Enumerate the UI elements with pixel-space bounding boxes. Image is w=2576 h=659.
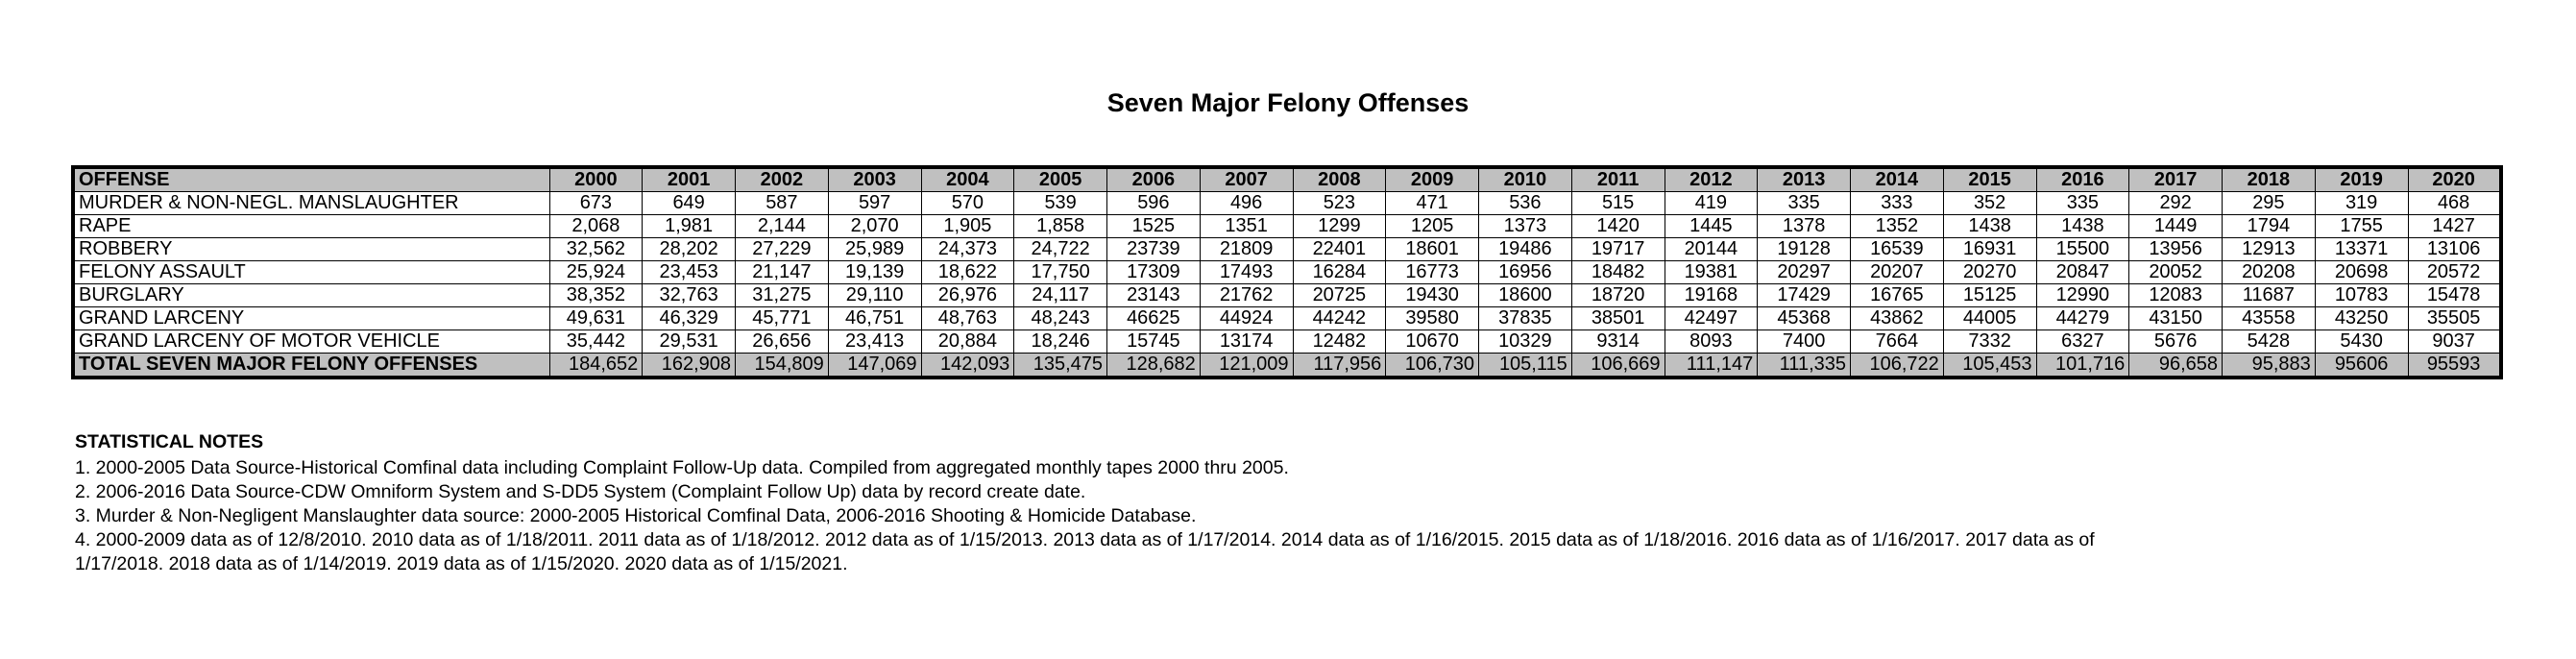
felony-table	[71, 165, 2503, 379]
data-cell: 25,989	[828, 238, 921, 261]
total-cell: 95606	[2315, 354, 2408, 378]
data-cell: 536	[1479, 192, 1572, 215]
data-cell: 20270	[1943, 261, 2036, 284]
data-cell: 21809	[1200, 238, 1293, 261]
data-cell: 18720	[1571, 284, 1665, 307]
data-cell: 46,751	[828, 307, 921, 330]
total-cell: 135,475	[1014, 354, 1107, 378]
total-label: TOTAL SEVEN MAJOR FELONY OFFENSES	[73, 354, 549, 378]
year-column-header: 2005	[1014, 167, 1107, 192]
data-cell: 46625	[1107, 307, 1201, 330]
offense-label: ROBBERY	[73, 238, 549, 261]
data-cell: 13106	[2408, 238, 2501, 261]
year-column-header: 2001	[643, 167, 736, 192]
data-cell: 2,070	[828, 215, 921, 238]
table-row	[73, 192, 2501, 215]
data-cell: 523	[1293, 192, 1386, 215]
data-cell: 13956	[2129, 238, 2223, 261]
data-cell: 17309	[1107, 261, 1201, 284]
data-cell: 295	[2223, 192, 2316, 215]
data-cell: 1,981	[643, 215, 736, 238]
total-cell: 105,115	[1479, 354, 1572, 378]
data-cell: 1420	[1571, 215, 1665, 238]
data-cell: 19381	[1665, 261, 1758, 284]
data-cell: 19168	[1665, 284, 1758, 307]
data-cell: 9037	[2408, 330, 2501, 354]
data-cell: 29,531	[643, 330, 736, 354]
data-cell: 44279	[2036, 307, 2129, 330]
data-cell: 1449	[2129, 215, 2223, 238]
data-cell: 43862	[1851, 307, 1944, 330]
data-cell: 9314	[1571, 330, 1665, 354]
data-cell: 39580	[1386, 307, 1479, 330]
data-cell: 19,139	[828, 261, 921, 284]
data-cell: 5676	[2129, 330, 2223, 354]
data-cell: 20144	[1665, 238, 1758, 261]
data-cell: 15745	[1107, 330, 1201, 354]
data-cell: 10329	[1479, 330, 1572, 354]
data-cell: 12482	[1293, 330, 1386, 354]
data-cell: 649	[643, 192, 736, 215]
data-cell: 23739	[1107, 238, 1201, 261]
table-row	[73, 330, 2501, 354]
data-cell: 38,352	[549, 284, 643, 307]
data-cell: 26,976	[921, 284, 1014, 307]
data-cell: 1,858	[1014, 215, 1107, 238]
table-row	[73, 261, 2501, 284]
total-cell: 121,009	[1200, 354, 1293, 378]
data-cell: 26,656	[736, 330, 829, 354]
data-cell: 1427	[2408, 215, 2501, 238]
offense-label: MURDER & NON-NEGL. MANSLAUGHTER	[73, 192, 549, 215]
data-cell: 25,924	[549, 261, 643, 284]
data-cell: 1205	[1386, 215, 1479, 238]
table-row	[73, 307, 2501, 330]
total-cell: 106,722	[1851, 354, 1944, 378]
total-cell: 111,335	[1758, 354, 1851, 378]
page-title: Seven Major Felony Offenses	[1106, 88, 1470, 117]
data-cell: 15500	[2036, 238, 2129, 261]
year-column-header: 2008	[1293, 167, 1386, 192]
data-cell: 45,771	[736, 307, 829, 330]
data-cell: 15125	[1943, 284, 2036, 307]
note-item: 4. 2000-2009 data as of 12/8/2010. 2010 data as of 1/18/2011. 2011 data as of 1/18/2012. 2012 data as of 1/15/2013. 2013 data as of 1/17/2014. 2014 data as of 1/16/2015. 2015 data as of 1/18/2016. 2016 data as of 1/16/2017. 2017 data as of 1/17/2018. 2018 data as of 1/14/2019. 2019 data as of 1/15/2020. 2020 data as of 1/15/2021.	[75, 529, 2095, 574]
year-column-header: 2019	[2315, 167, 2408, 192]
total-row	[73, 354, 2501, 378]
data-cell: 10670	[1386, 330, 1479, 354]
data-cell: 20572	[2408, 261, 2501, 284]
offense-label: GRAND LARCENY	[73, 307, 549, 330]
data-cell: 16773	[1386, 261, 1479, 284]
data-cell: 419	[1665, 192, 1758, 215]
data-cell: 18601	[1386, 238, 1479, 261]
data-cell: 27,229	[736, 238, 829, 261]
data-cell: 7400	[1758, 330, 1851, 354]
data-cell: 319	[2315, 192, 2408, 215]
offense-label: RAPE	[73, 215, 549, 238]
data-cell: 352	[1943, 192, 2036, 215]
data-cell: 19430	[1386, 284, 1479, 307]
data-cell: 20725	[1293, 284, 1386, 307]
year-column-header: 2014	[1851, 167, 1944, 192]
data-cell: 292	[2129, 192, 2223, 215]
data-cell: 19486	[1479, 238, 1572, 261]
data-cell: 24,117	[1014, 284, 1107, 307]
data-cell: 673	[549, 192, 643, 215]
data-cell: 18,246	[1014, 330, 1107, 354]
data-cell: 596	[1107, 192, 1201, 215]
data-cell: 515	[1571, 192, 1665, 215]
data-cell: 5428	[2223, 330, 2316, 354]
year-column-header: 2009	[1386, 167, 1479, 192]
data-cell: 16539	[1851, 238, 1944, 261]
data-cell: 16765	[1851, 284, 1944, 307]
data-cell: 17,750	[1014, 261, 1107, 284]
data-cell: 1351	[1200, 215, 1293, 238]
data-cell: 35505	[2408, 307, 2501, 330]
table-row	[73, 284, 2501, 307]
data-cell: 1352	[1851, 215, 1944, 238]
data-cell: 20207	[1851, 261, 1944, 284]
note-item: 1. 2000-2005 Data Source-Historical Comfinal data including Complaint Follow-Up data. Compiled from aggregated monthly tapes 2000 thru 2005.	[75, 457, 1289, 478]
data-cell: 1299	[1293, 215, 1386, 238]
data-cell: 31,275	[736, 284, 829, 307]
total-cell: 147,069	[828, 354, 921, 378]
data-cell: 539	[1014, 192, 1107, 215]
data-cell: 20208	[2223, 261, 2316, 284]
data-cell: 1445	[1665, 215, 1758, 238]
data-cell: 1,905	[921, 215, 1014, 238]
data-cell: 335	[1758, 192, 1851, 215]
data-cell: 43558	[2223, 307, 2316, 330]
data-cell: 28,202	[643, 238, 736, 261]
data-cell: 15478	[2408, 284, 2501, 307]
data-cell: 1378	[1758, 215, 1851, 238]
statistical-notes	[75, 430, 2188, 576]
data-cell: 11687	[2223, 284, 2316, 307]
data-cell: 32,763	[643, 284, 736, 307]
data-cell: 24,722	[1014, 238, 1107, 261]
data-cell: 1794	[2223, 215, 2316, 238]
data-cell: 10783	[2315, 284, 2408, 307]
data-cell: 49,631	[549, 307, 643, 330]
data-cell: 35,442	[549, 330, 643, 354]
total-cell: 101,716	[2036, 354, 2129, 378]
data-cell: 20,884	[921, 330, 1014, 354]
data-cell: 44924	[1200, 307, 1293, 330]
data-cell: 17429	[1758, 284, 1851, 307]
total-cell: 154,809	[736, 354, 829, 378]
data-cell: 1525	[1107, 215, 1201, 238]
data-cell: 1755	[2315, 215, 2408, 238]
data-cell: 43250	[2315, 307, 2408, 330]
offense-column-header: OFFENSE	[73, 167, 549, 192]
data-cell: 587	[736, 192, 829, 215]
data-cell: 333	[1851, 192, 1944, 215]
data-cell: 471	[1386, 192, 1479, 215]
data-cell: 12990	[2036, 284, 2129, 307]
year-column-header: 2003	[828, 167, 921, 192]
data-cell: 7332	[1943, 330, 2036, 354]
year-column-header: 2004	[921, 167, 1014, 192]
data-cell: 48,763	[921, 307, 1014, 330]
data-cell: 24,373	[921, 238, 1014, 261]
data-cell: 12083	[2129, 284, 2223, 307]
data-cell: 23,453	[643, 261, 736, 284]
year-column-header: 2007	[1200, 167, 1293, 192]
year-column-header: 2010	[1479, 167, 1572, 192]
data-cell: 18482	[1571, 261, 1665, 284]
data-cell: 335	[2036, 192, 2129, 215]
data-cell: 20052	[2129, 261, 2223, 284]
data-cell: 1438	[2036, 215, 2129, 238]
data-cell: 48,243	[1014, 307, 1107, 330]
data-cell: 6327	[2036, 330, 2129, 354]
data-cell: 16284	[1293, 261, 1386, 284]
data-cell: 38501	[1571, 307, 1665, 330]
data-cell: 13371	[2315, 238, 2408, 261]
data-cell: 46,329	[643, 307, 736, 330]
year-column-header: 2002	[736, 167, 829, 192]
data-cell: 44005	[1943, 307, 2036, 330]
data-cell: 12913	[2223, 238, 2316, 261]
note-item: 3. Murder & Non-Negligent Manslaughter data source: 2000-2005 Historical Comfinal Data, 2006-2016 Shooting & Homicide Database.	[75, 505, 1197, 526]
year-column-header: 2012	[1665, 167, 1758, 192]
total-cell: 117,956	[1293, 354, 1386, 378]
year-column-header: 2000	[549, 167, 643, 192]
year-column-header: 2017	[2129, 167, 2223, 192]
offense-label: FELONY ASSAULT	[73, 261, 549, 284]
total-cell: 142,093	[921, 354, 1014, 378]
data-cell: 45368	[1758, 307, 1851, 330]
data-cell: 18,622	[921, 261, 1014, 284]
total-cell: 128,682	[1107, 354, 1201, 378]
total-cell: 162,908	[643, 354, 736, 378]
data-cell: 2,068	[549, 215, 643, 238]
data-cell: 597	[828, 192, 921, 215]
data-cell: 1373	[1479, 215, 1572, 238]
table-row	[73, 238, 2501, 261]
data-cell: 29,110	[828, 284, 921, 307]
year-column-header: 2016	[2036, 167, 2129, 192]
data-cell: 468	[2408, 192, 2501, 215]
total-cell: 106,669	[1571, 354, 1665, 378]
data-cell: 19128	[1758, 238, 1851, 261]
offense-label: BURGLARY	[73, 284, 549, 307]
data-cell: 7664	[1851, 330, 1944, 354]
year-column-header: 2018	[2223, 167, 2316, 192]
note-item: 2. 2006-2016 Data Source-CDW Omniform System and S-DD5 System (Complaint Follow Up) data by record create date.	[75, 481, 1086, 502]
data-cell: 42497	[1665, 307, 1758, 330]
data-cell: 5430	[2315, 330, 2408, 354]
year-column-header: 2013	[1758, 167, 1851, 192]
data-cell: 18600	[1479, 284, 1572, 307]
data-cell: 44242	[1293, 307, 1386, 330]
total-cell: 95593	[2408, 354, 2501, 378]
year-column-header: 2015	[1943, 167, 2036, 192]
data-cell: 19717	[1571, 238, 1665, 261]
table-body	[73, 192, 2501, 378]
data-cell: 8093	[1665, 330, 1758, 354]
data-cell: 21762	[1200, 284, 1293, 307]
total-cell: 184,652	[549, 354, 643, 378]
data-cell: 20297	[1758, 261, 1851, 284]
data-cell: 13174	[1200, 330, 1293, 354]
data-cell: 16931	[1943, 238, 2036, 261]
offense-label: GRAND LARCENY OF MOTOR VEHICLE	[73, 330, 549, 354]
data-cell: 20847	[2036, 261, 2129, 284]
data-cell: 1438	[1943, 215, 2036, 238]
data-cell: 23143	[1107, 284, 1201, 307]
table-header-row	[73, 167, 2501, 192]
total-cell: 106,730	[1386, 354, 1479, 378]
total-cell: 95,883	[2223, 354, 2316, 378]
year-column-header: 2020	[2408, 167, 2501, 192]
total-cell: 111,147	[1665, 354, 1758, 378]
data-cell: 22401	[1293, 238, 1386, 261]
data-cell: 570	[921, 192, 1014, 215]
year-column-header: 2011	[1571, 167, 1665, 192]
data-cell: 43150	[2129, 307, 2223, 330]
data-cell: 16956	[1479, 261, 1572, 284]
data-cell: 21,147	[736, 261, 829, 284]
felony-table-container	[71, 165, 2503, 379]
data-cell: 20698	[2315, 261, 2408, 284]
data-cell: 496	[1200, 192, 1293, 215]
table-row	[73, 215, 2501, 238]
total-cell: 96,658	[2129, 354, 2223, 378]
data-cell: 37835	[1479, 307, 1572, 330]
notes-heading: STATISTICAL NOTES	[75, 431, 264, 452]
data-cell: 23,413	[828, 330, 921, 354]
data-cell: 32,562	[549, 238, 643, 261]
data-cell: 2,144	[736, 215, 829, 238]
data-cell: 17493	[1200, 261, 1293, 284]
year-column-header: 2006	[1107, 167, 1201, 192]
total-cell: 105,453	[1943, 354, 2036, 378]
